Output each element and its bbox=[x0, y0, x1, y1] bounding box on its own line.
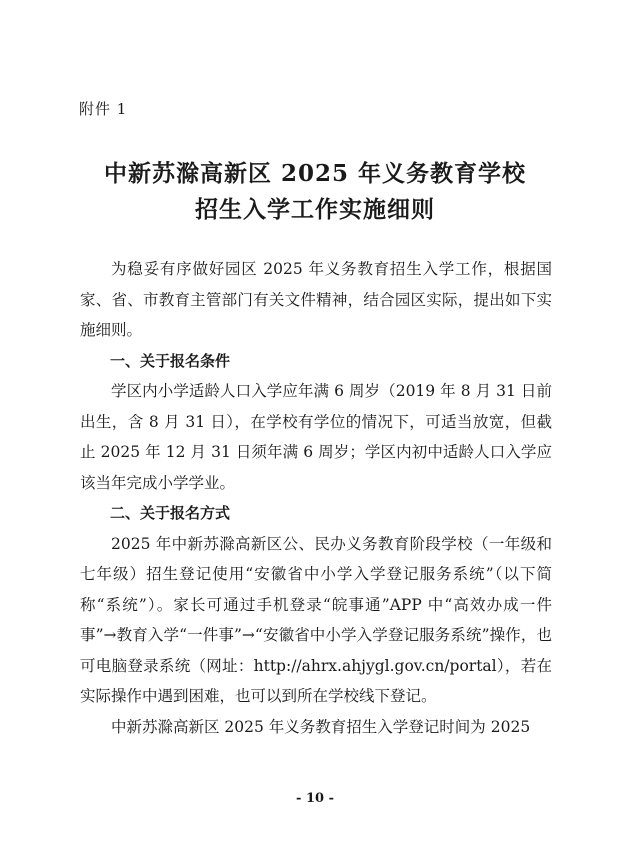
intro-paragraph: 为稳妥有序做好园区 2025 年义务教育招生入学工作，根据国家、省、市教育主管部门有关文件精神，结合园区实际，提出如下实施细则。 bbox=[80, 260, 552, 339]
document-title-line1: 中新苏滁高新区 2025 年义务教育学校 bbox=[103, 160, 527, 187]
section2-paragraph-continued: 中新苏滁高新区 2025 年义务教育招生入学登记时间为 2025 bbox=[111, 717, 531, 736]
section1-paragraph: 学区内小学适龄人口入学应年满 6 周岁（2019 年 8 月 31 日前出生，含 8 月 31 日），在学校有学位的情况下，可适当放宽，但截止 2025 年 12 月 31 日须年满 6 周岁；学区内初中适龄人口入学应该当年完成小学学业。 bbox=[80, 382, 552, 492]
document-title-line2: 招生入学工作实施细则 bbox=[195, 196, 435, 223]
section2-heading: 二、关于报名方式 bbox=[110, 504, 231, 522]
document-body bbox=[80, 254, 552, 742]
attachment-label: 附件 1 bbox=[79, 100, 128, 118]
section1-heading: 一、关于报名条件 bbox=[110, 351, 231, 370]
page-number: - 10 - bbox=[296, 791, 334, 806]
section2-paragraph: 2025 年中新苏滁高新区公、民办义务教育阶段学校（一年级和七年级）招生登记使用“安徽省中小学入学登记服务系统”（以下简称“系统”）。家长可通过手机登录“皖事通”APP 中“高效办成一件事”→教育入学“一件事”→“安徽省中小学入学登记服务系统”操作，也可电脑登录系统（网址：http://ahrx.ahjygl.gov.cn/portal），若在实际操作中遇到困难，也可以到所在学校线下登记。 bbox=[80, 534, 552, 705]
